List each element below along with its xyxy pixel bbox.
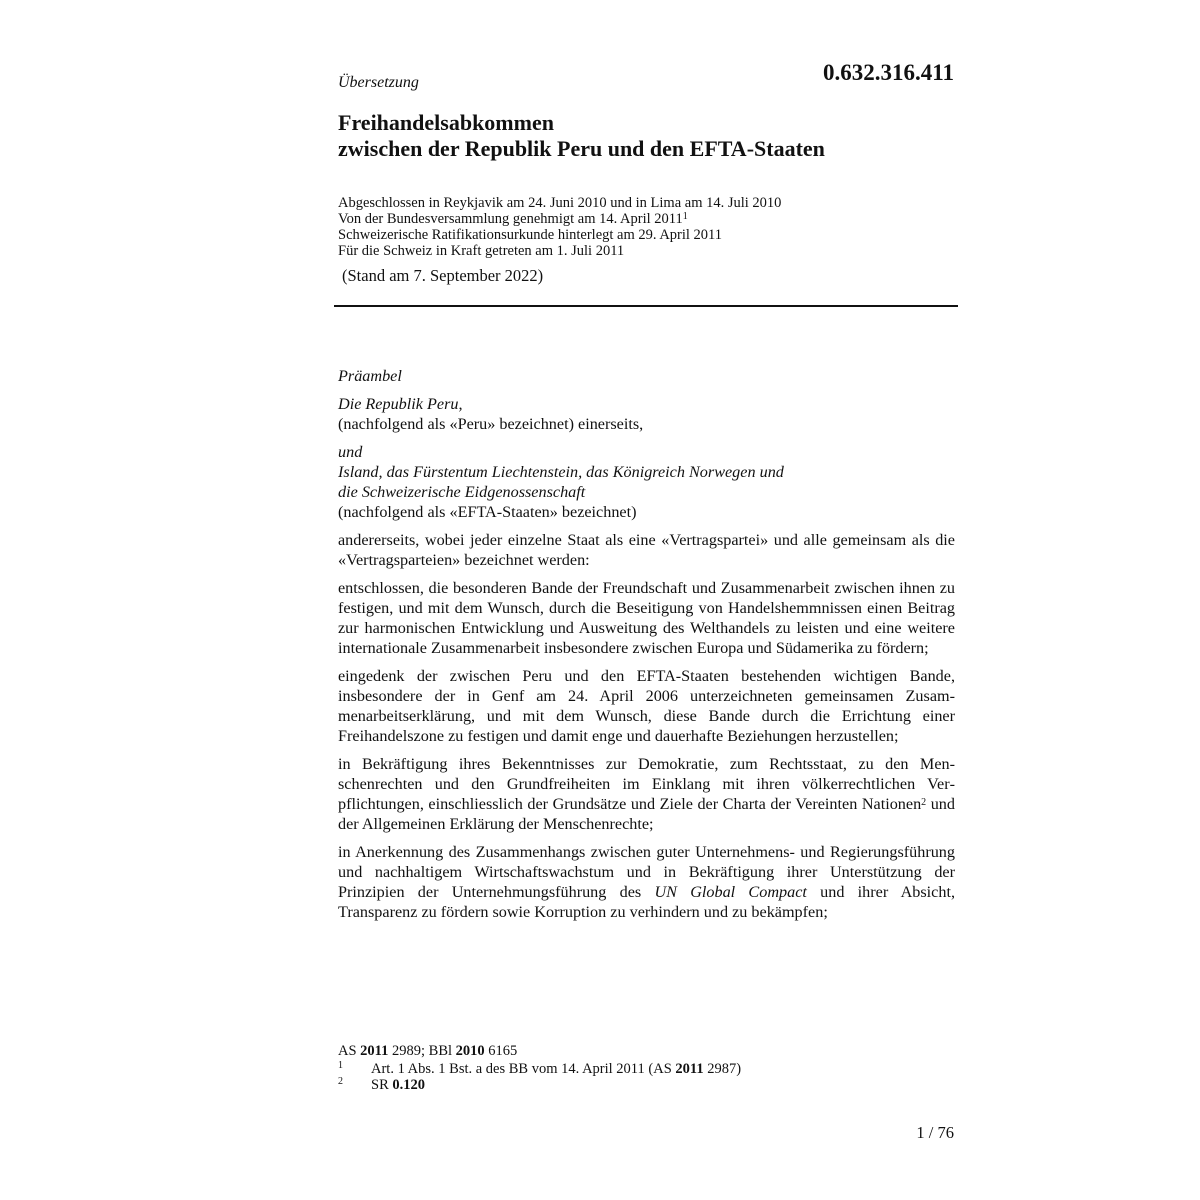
translation-label: Übersetzung bbox=[338, 74, 419, 91]
status-date: (Stand am 7. September 2022) bbox=[342, 266, 544, 285]
official-collection-ref bbox=[338, 1043, 955, 1061]
footnote-2 bbox=[338, 1077, 955, 1093]
preamble-paragraph-5 bbox=[338, 842, 955, 922]
preamble-paragraph-2: entschlossen, die besonderen Bande der Freundschaft und Zusammenarbeit zwischen ihnen zu festigen, und mit dem Wunsch, durch die Beseitigung von Handelshemmnissen einen Beitrag zur harmonischen Entwicklung und Ausweitung des Welthandels zu leisten und eine weitere internationale Zusammenarbeit insbesondere zwischen Europa und Südamerika zu fördern; bbox=[338, 579, 955, 657]
fn1-suffix: 2987) bbox=[703, 1061, 742, 1077]
approved-line bbox=[338, 211, 958, 227]
bbl-year: 2010 bbox=[455, 1043, 485, 1059]
party-efta-desc: (nachfolgend als «EFTA-Staaten» bezeichnet) bbox=[338, 503, 637, 521]
fn1-prefix: Art. 1 Abs. 1 Bst. a des BB vom 14. April 2011 (AS bbox=[371, 1061, 676, 1077]
footnote-ref-2[interactable]: 2 bbox=[921, 797, 927, 808]
as-middle: 2989; BBl bbox=[388, 1043, 456, 1059]
footnote-1-number: 1 bbox=[338, 1060, 343, 1071]
official-collection-text bbox=[338, 1043, 517, 1059]
preamble-paragraph-4 bbox=[338, 754, 955, 834]
footnote-1 bbox=[338, 1061, 955, 1077]
preamble-paragraph-4-text-end: und der Allgemeinen Erklärung der Menschenrechte; bbox=[338, 795, 955, 833]
party-peru-desc: (nachfolgend als «Peru» bezeichnet) einerseits, bbox=[338, 415, 644, 433]
party-efta bbox=[338, 442, 955, 522]
preamble-section bbox=[338, 366, 955, 930]
party-peru-name: Die Republik Peru, bbox=[338, 395, 463, 413]
in-force-line: Für die Schweiz in Kraft getreten am 1. Juli 2011 bbox=[338, 243, 625, 259]
concluded-line: Abgeschlossen in Reykjavik am 24. Juni 2010 und in Lima am 14. Juli 2010 bbox=[338, 195, 782, 211]
approved-text: Von der Bundesversammlung genehmigt am 14. April 2011 bbox=[338, 211, 683, 227]
preamble-paragraph-5-text: in Anerkennung des Zusammenhangs zwischen guter Unternehmens- und Regierungsführung und nachhaltigem Wirtschaftswachstum und in Bekräftigung ihrer Unterstützung der Prinzipien der Unternehmungsführung des bbox=[338, 843, 955, 901]
preamble-paragraph-3: eingedenk der zwischen Peru und den EFTA-Staaten bestehenden wichtigen Bande, insbesondere der in Genf am 24. April 2006 unterzeichneten gemeinsamen Zusammenarbeitserklärung, und mit dem Wunsch, diese Bande durch die Errichtung einer Freihandelszone zu festigen und damit enge und dauerhafte Beziehungen herzustellen; bbox=[338, 667, 955, 745]
preamble-heading: Präambel bbox=[338, 367, 402, 385]
footnotes bbox=[338, 1043, 955, 1093]
un-global-compact: UN Global Compact bbox=[654, 883, 807, 901]
fn1-year: 2011 bbox=[675, 1061, 704, 1077]
preamble-paragraph-1: andererseits, wobei jeder einzelne Staat als eine «Vertragspartei» und alle gemeinsam als die «Vertragsparteien» bezeichnet werden: bbox=[338, 531, 955, 569]
bbl-page: 6165 bbox=[484, 1043, 518, 1059]
as-prefix: AS bbox=[338, 1043, 361, 1059]
party-peru bbox=[338, 394, 955, 434]
footnote-2-text bbox=[371, 1077, 425, 1093]
party-efta-name-line-1: Island, das Fürstentum Liechtenstein, das Königreich Norwegen und bbox=[338, 463, 784, 481]
title-line-1: Freihandelsabkommen bbox=[338, 110, 554, 135]
footnote-1-text bbox=[371, 1061, 741, 1077]
document-title bbox=[338, 110, 958, 162]
title-line-2: zwischen der Republik Peru und den EFTA-Staaten bbox=[338, 136, 825, 161]
fn2-sr-number: 0.120 bbox=[392, 1077, 425, 1093]
enactment-info bbox=[338, 195, 958, 259]
sr-number: 0.632.316.411 bbox=[823, 60, 954, 85]
footnote-ref-1[interactable]: 1 bbox=[682, 211, 688, 222]
preamble-paragraph-4-text: in Bekräftigung ihres Bekenntnisses zur Demokratie, zum Rechtsstaat, zu den Menschenrechten und den Grundfreiheiten im Einklang mit ihren völkerrechtlichen Verpflichtungen, einschliesslich der Grundsätze und Ziele der Charta der Vereinten Nationen bbox=[338, 755, 955, 813]
party-efta-name-line-2: die Schweizerische Eidgenossenschaft bbox=[338, 483, 586, 501]
footnote-2-number: 2 bbox=[338, 1076, 343, 1087]
page-number: 1 / 76 bbox=[916, 1123, 954, 1142]
preamble-paragraph-5-text-end: und ihrer Absicht, Transparenz zu fördern sowie Korruption zu verhindern und zu bekämpfen; bbox=[338, 883, 956, 921]
as-year: 2011 bbox=[360, 1043, 389, 1059]
header-divider bbox=[334, 305, 958, 307]
fn2-prefix: SR bbox=[371, 1077, 393, 1093]
conjunction: und bbox=[338, 443, 363, 461]
ratification-line: Schweizerische Ratifikationsurkunde hinterlegt am 29. April 2011 bbox=[338, 227, 723, 243]
